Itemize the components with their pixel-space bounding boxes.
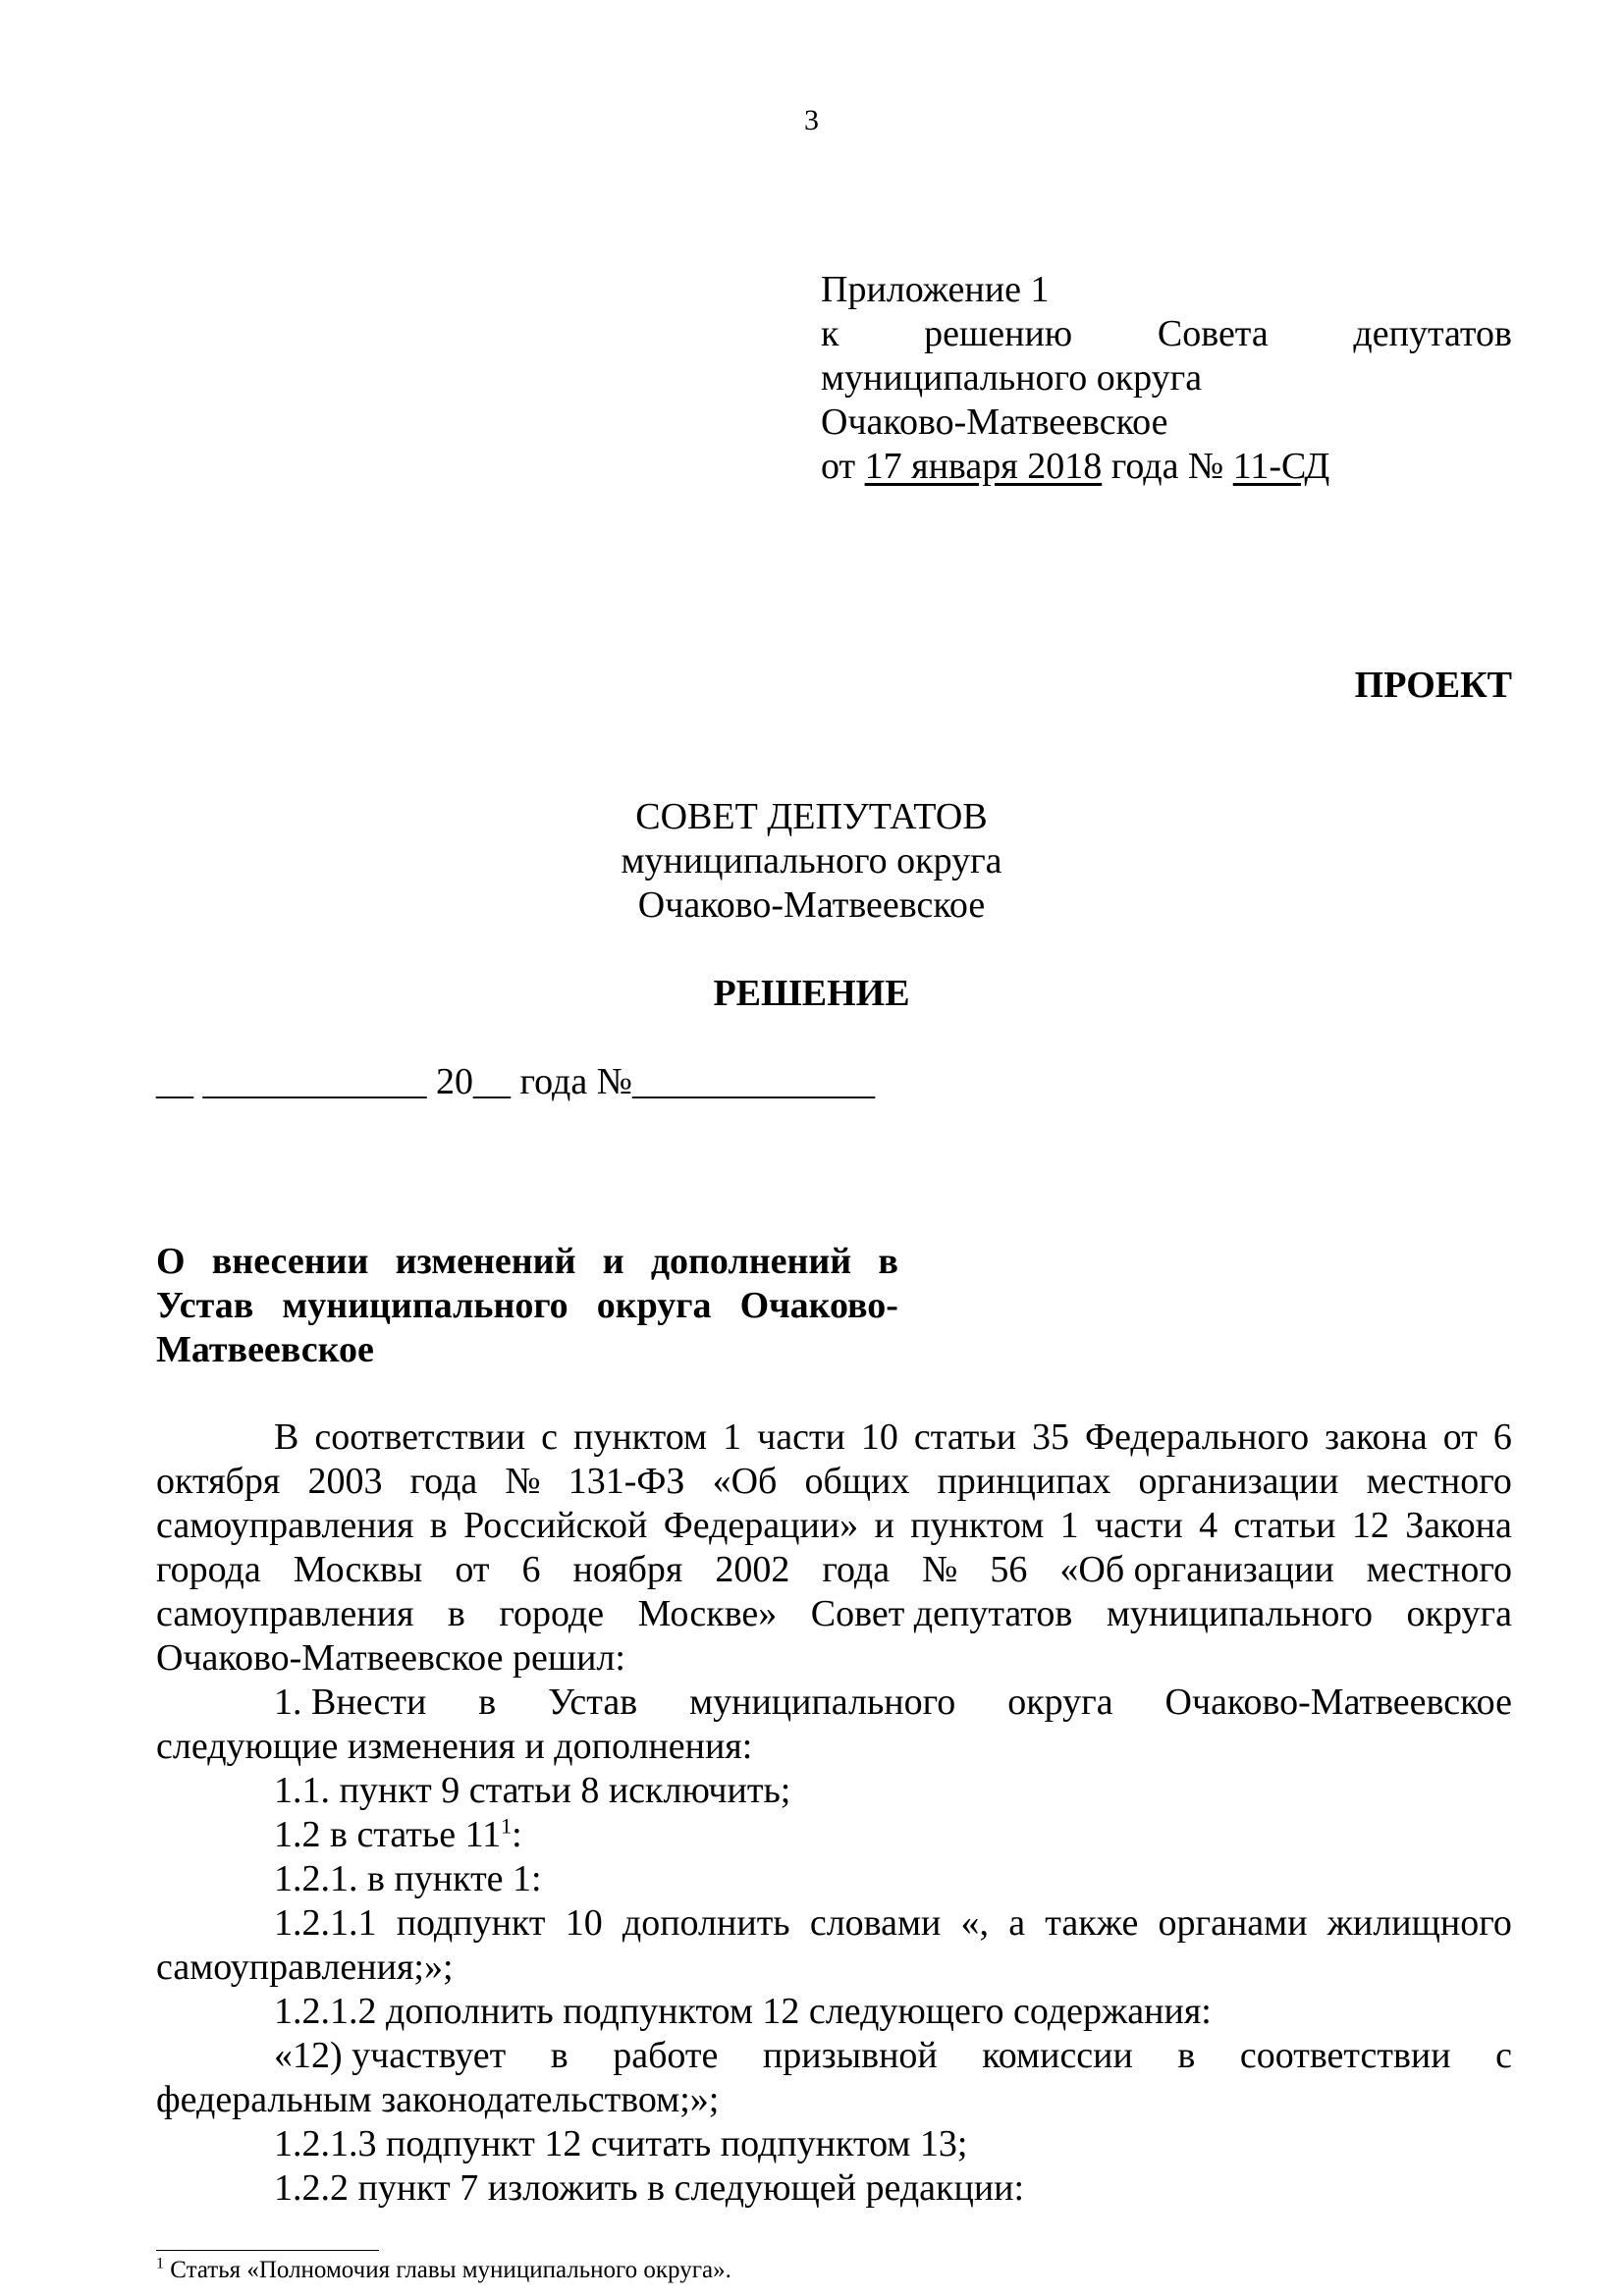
appendix-line-4: Очаково-Матвеевское xyxy=(821,401,1168,443)
body-line: самоуправления в Российской Федерации» и пунктом 1 части 4 статьи 12 Закона xyxy=(156,1505,1512,1546)
item-12: «12) участвует в работе призывной комиссии в соответствии с xyxy=(274,2035,1512,2076)
appendix-date: 17 января 2018 xyxy=(864,446,1103,487)
footnote-separator xyxy=(156,2250,379,2251)
council-subtitle-2: Очаково-Матвеевское xyxy=(637,884,986,926)
subject-line-1: О внесении изменений и дополнений в xyxy=(156,1241,898,1282)
subject-line-2: Устав муниципального округа Очаково- xyxy=(156,1285,898,1326)
appendix-title: Приложение 1 xyxy=(821,269,1050,310)
council-subtitle-1: муниципального округа xyxy=(621,840,1002,881)
date-number-line: __ ____________ 20__ года №_____________ xyxy=(156,1061,876,1102)
appendix-number: 11-СД xyxy=(1232,446,1330,487)
body-line: города Москвы от 6 ноября 2002 года № 56 «Об организации местного xyxy=(156,1549,1512,1590)
appendix-line-2: к решению Совета депутатов xyxy=(821,313,1512,354)
footnote-ref: 1 xyxy=(501,1813,513,1839)
project-label: ПРОЕКТ xyxy=(1354,665,1512,706)
body-line: самоуправления в городе Москве» Совет депутатов муниципального округа xyxy=(156,1593,1512,1634)
appendix-line-3: муниципального округа xyxy=(821,357,1203,399)
footnote xyxy=(156,2256,731,2285)
body-line: следующие изменения и дополнения: xyxy=(156,1726,753,1767)
body-line: В соответствии с пунктом 1 части 10 статьи 35 Федерального закона от 6 xyxy=(274,1416,1512,1458)
item-1-2-2: 1.2.2 пункт 7 изложить в следующей редакции: xyxy=(274,2167,1025,2209)
page-number: 3 xyxy=(804,104,819,136)
footnote-text: Статья «Полномочия главы муниципального округа». xyxy=(164,2257,731,2283)
item-1-2: 1.2 в статье $11^1$: xyxy=(274,1813,522,1855)
item-1-2-1-3: 1.2.1.3 подпункт 12 считать подпунктом 13; xyxy=(274,2123,968,2164)
item-1-2-1-2: 1.2.1.2 дополнить подпунктом 12 следующего содержания: xyxy=(274,1991,1212,2032)
council-header xyxy=(0,795,1623,928)
decision-label: РЕШЕНИЕ xyxy=(713,973,910,1014)
body-line: 1. Внести в Устав муниципального округа Очаково-Матвеевское xyxy=(274,1682,1512,1723)
appendix-block xyxy=(821,268,1512,489)
item-1-1: 1.1. пункт 9 статьи 8 исключить; xyxy=(274,1770,791,1811)
body-line: октября 2003 года № 131-ФЗ «Об общих принципах организации местного xyxy=(156,1461,1512,1502)
subject-heading xyxy=(156,1240,898,1372)
council-title: СОВЕТ ДЕПУТАТОВ xyxy=(635,796,988,837)
item-1-2-1: 1.2.1. в пункте 1: xyxy=(274,1858,542,1899)
item-1-2-1-1: 1.2.1.1 подпункт 10 дополнить словами «, а также органами жилищного xyxy=(274,1902,1512,1944)
body-line: Очаково-Матвеевское решил: xyxy=(156,1637,625,1679)
document-body xyxy=(156,1415,1512,2211)
subject-line-3: Матвеевское xyxy=(156,1329,374,1370)
footnote-marker: 1 xyxy=(156,2255,164,2272)
body-line: федеральным законодательством;»; xyxy=(156,2079,720,2120)
appendix-line-5: от 17 января 2018 года № 11-СД xyxy=(821,446,1330,487)
body-line: самоуправления;»; xyxy=(156,1947,454,1988)
